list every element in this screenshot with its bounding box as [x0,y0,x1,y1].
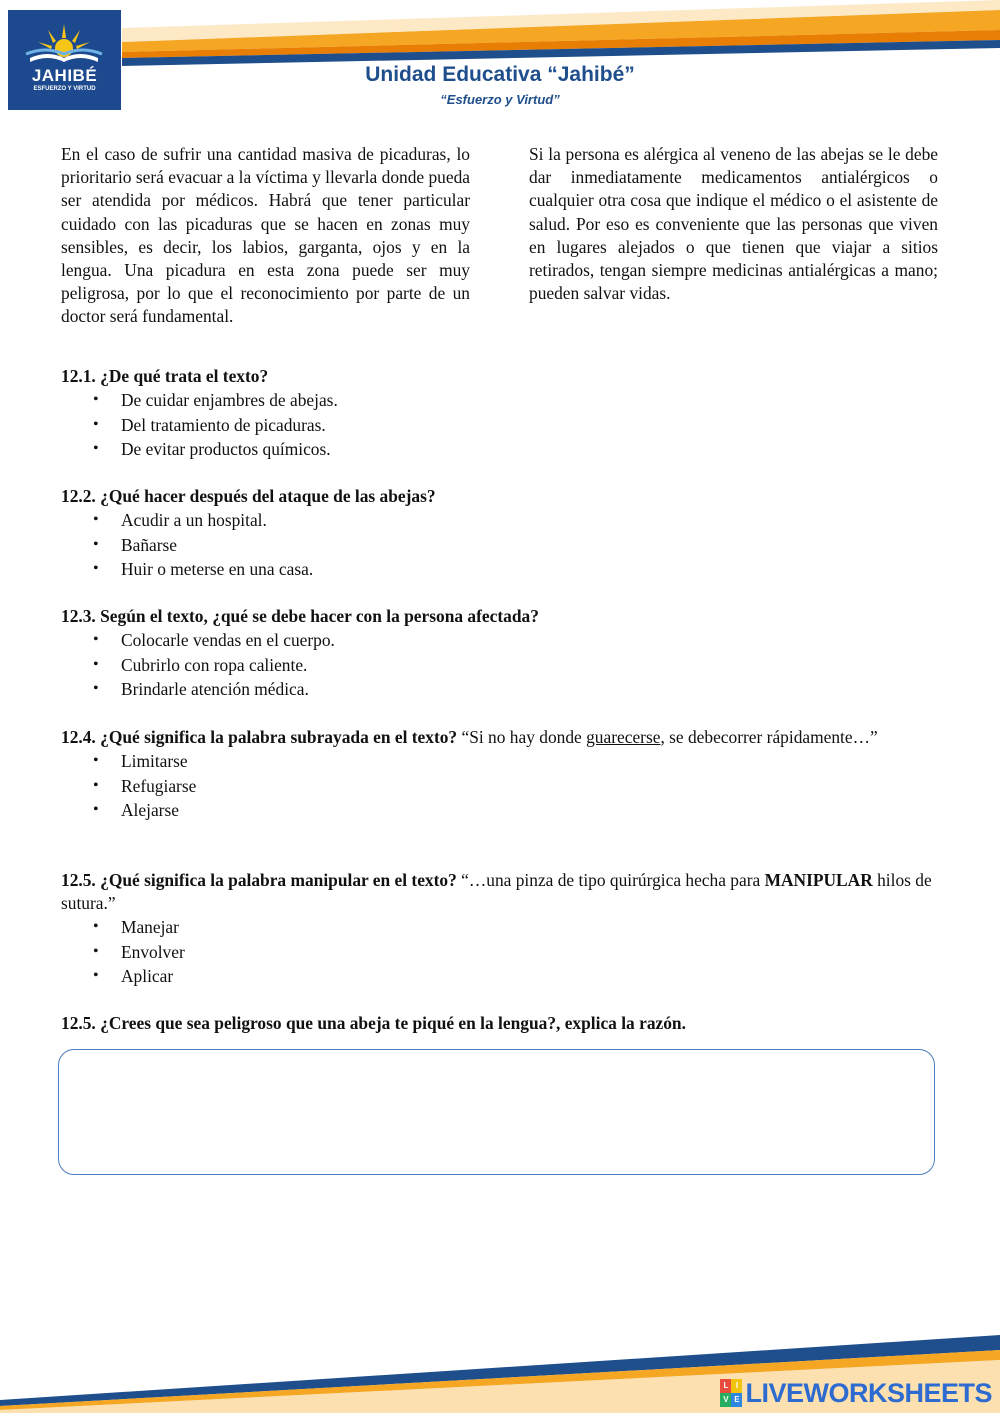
logo-name: JAHIBÉ [31,66,98,85]
question-title: 12.3. Según el texto, ¿qué se debe hacer con la persona afectada? [61,606,539,626]
options-list [61,388,941,462]
question-statement [61,726,941,749]
logo-motto: ESFUERZO Y VIRTUD [33,86,96,92]
brand-text: LIVEWORKSHEETS [745,1377,992,1408]
reading-right-column: Si la persona es alérgica al veneno de las abejas se le debe dar inmediatamente medicamentos antialérgicos o cualquier otra cosa que indique el médico o el asistente de salud. Por eso es conveniente que las personas que viven en lugares alejados o que tienen que viajar a sitios retirados, tengan siempre medicinas antialérgicas a mano; pueden salvar vidas. [529,144,938,304]
option[interactable]: • Refugiarse [61,774,941,799]
option[interactable]: • De cuidar enjambres de abejas. [61,388,941,413]
emphasized-word: MANIPULAR [764,870,873,890]
option[interactable]: • Bañarse [61,533,941,558]
badge-letter: E [731,1393,742,1407]
quote-before: “Si no hay donde [457,727,587,747]
option[interactable]: • Huir o meterse en una casa. [61,557,941,582]
quote-before: “…una pinza de tipo quirúrgica hecha para [456,870,765,890]
badge-letter: L [720,1379,731,1393]
question-title: 12.2. ¿Qué hacer después del ataque de las abejas? [61,486,436,506]
question-12-5-open [61,1012,941,1035]
question-12-4 [61,726,941,823]
reading-left-column: En el caso de sufrir una cantidad masiva de picaduras, lo prioritario será evacuar a la víctima y llevarla donde pueda ser atendida por médicos. Habrá que tener particular cuidado con las picaduras que se hacen en zonas muy sensibles, es decir, los labios, garganta, ojos y en la lengua. Una picadura en esta zona puede ser muy peligrosa, por lo que el reconocimiento por parte de un doctor será fundamental. [61,144,470,327]
badge-letter: I [731,1379,742,1393]
badge-letter: V [720,1393,731,1407]
question-12-2 [61,485,941,582]
option[interactable]: • Acudir a un hospital. [61,508,941,533]
quote-after: hilos de sutura.” [61,870,932,914]
liveworksheets-watermark [720,1378,992,1408]
option[interactable]: • Limitarse [61,749,941,774]
question-statement [61,869,941,915]
question-12-1 [61,365,941,462]
options-list [61,508,941,582]
question-title: 12.1. ¿De qué trata el texto? [61,366,269,386]
options-list [61,749,941,823]
option[interactable]: • Colocarle vendas en el cuerpo. [61,628,941,653]
question-12-3 [61,605,941,702]
option[interactable]: • Envolver [61,940,941,965]
quote-after: , se debecorrer rápidamente…” [660,727,878,747]
option[interactable]: • Aplicar [61,964,941,989]
question-title: 12.5. ¿Qué significa la palabra manipular en el texto? [61,870,457,890]
answer-input[interactable] [59,1050,934,1174]
options-list [61,915,941,989]
option[interactable]: • Alejarse [61,798,941,823]
sunrise-book-icon [8,10,121,70]
school-motto: “Esfuerzo y Virtud” [440,92,560,107]
option[interactable]: • Del tratamiento de picaduras. [61,413,941,438]
option[interactable]: • Cubrirlo con ropa caliente. [61,653,941,678]
live-badge-icon [720,1379,742,1407]
question-12-5 [61,869,941,989]
answer-box [58,1049,935,1175]
question-title: 12.5. ¿Crees que sea peligroso que una abeja te piqué en la lengua?, explica la razón. [61,1013,686,1033]
school-name: Unidad Educativa “Jahibé” [365,63,635,86]
option[interactable]: • Manejar [61,915,941,940]
school-logo [8,10,121,110]
option[interactable]: • De evitar productos químicos. [61,437,941,462]
options-list [61,628,941,702]
question-title: 12.4. ¿Qué significa la palabra subrayada en el texto? [61,727,458,747]
underlined-word: guarecerse [586,727,661,747]
option[interactable]: • Brindarle atención médica. [61,677,941,702]
